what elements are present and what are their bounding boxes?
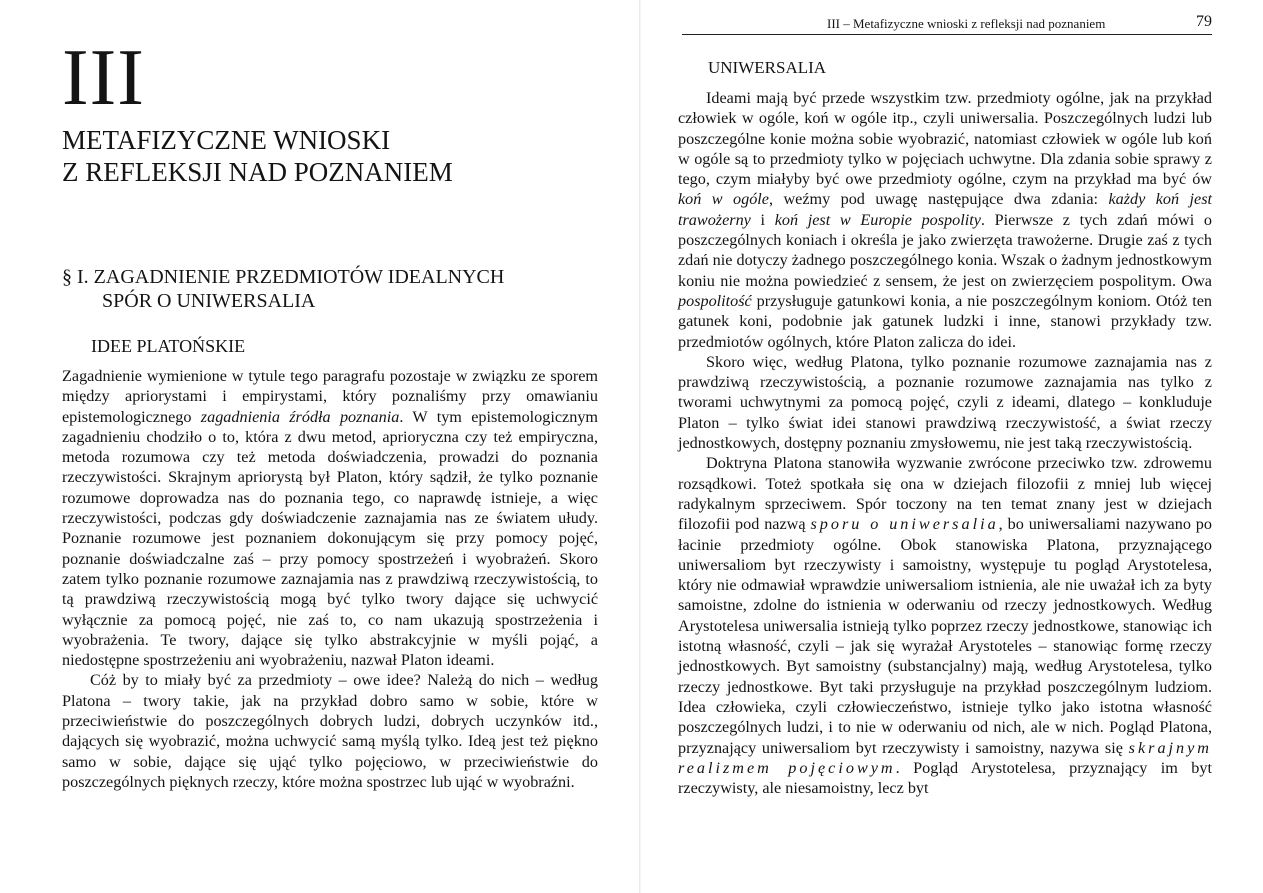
text-run: Zagadnienie wymienione w tytule tego paragrafu pozostaje w związku ze sporem między apriorystami i empirystami, który poznaliśmy przy omawianiu epistemologicznego [62, 367, 598, 426]
chapter-title-line-1: METAFIZYCZNE WNIOSKI [62, 125, 391, 155]
paragraph: Cóż by to miały być za przedmioty – owe idee? Należą do nich – według Platona – twory takie, jak na przykład dobro samo w sobie, które w przeciwieństwie do poszczególnych dobrych ludzi, dobrych uczynków itd., dających się wyobrazić, można uchwycić samą myślą tylko. Ideą jest też piękno samo w sobie, dające się ująć tylko pojęciowo, w przeciwieństwie do poszczególnych pięknych rzeczy, które można spostrzec lub ująć w wyobraźni. [62, 671, 598, 791]
right-page [640, 0, 1263, 893]
chapter-title-line-2: Z REFLEKSJI NAD POZNANIEM [62, 157, 453, 187]
page-number: 79 [1196, 13, 1212, 30]
spaced-emphasis: skrajnym realizmem pojęciowym [678, 738, 1212, 777]
emphasis: koń w ogóle [678, 190, 769, 209]
text-run: , bo uniwersaliami nazywano po łacinie przedmioty ogólne. Obok stanowiska Platona, przyznającego uniwersaliom byt rzeczywisty i samoistny, występuje tu pogląd Arystotelesa, który nie odmawiał wprawdzie uniwersaliom istnienia, ale nie uważał ich za byty samoistne, zdolne do istnienia w oderwaniu od rzeczy jednostkowych. Według Arystotelesa uniwersalia istnieją tylko poprzez rzeczy jednostkowe, stanowiąc ich istotną własność, czyli – jak się wyrażał Arystoteles – stanowiąc formę rzeczy jednostkowych. Byt samoistny (substancjalny) mają, według Arystotelesa, tylko rzeczy jednostkowe. Byt taki przysługuje na przykład poszczególnym ludziom. Idea człowieka, czyli człowieczeństwo, istnieje tylko jako istotna własność poszczególnych ludzi, i to nie w oderwaniu od nich, ale w nich. Pogląd Platona, przyznający uniwersaliom byt rzeczywisty i samoistny, nazywa się [678, 515, 1212, 757]
emphasis: zagadnienia źródła poznania [200, 407, 400, 426]
subheading-uniwersalia: UNIWERSALIA [708, 58, 827, 77]
paragraph [678, 88, 1212, 352]
section-heading [62, 265, 504, 313]
section-heading-line-2: SPÓR O UNIWERSALIA [102, 290, 316, 312]
text-run: , weźmy pod uwagę następujące dwa zdania: [768, 190, 1109, 209]
text-run: i [750, 210, 775, 229]
right-body-text [678, 88, 1212, 798]
subheading-idee-platonskie: IDEE PLATOŃSKIE [91, 336, 246, 356]
running-header-title: III – Metafizyczne wnioski z refleksji nad poznaniem [827, 16, 1106, 31]
text-run: Doktryna Platona stanowiła wyzwanie zwrócone przeciwko tzw. zdrowemu rozsądkowi. Toteż spotkała się ona w dziejach filozofii z mniej lub więcej radykalnym sprzeciwem. Spór toczony na ten temat znany jest w dziejach filozofii pod nazwą [678, 454, 1212, 534]
text-run: . Pogląd Arystotelesa, przyznający im byt rzeczywisty, ale niesamoistny, lecz byt [678, 758, 1212, 798]
emphasis: każdy koń jest trawożerny [678, 190, 1212, 229]
emphasis: koń jest w Europie pospolity [774, 210, 981, 229]
section-heading-line-1: § I. ZAGADNIENIE PRZEDMIOTÓW IDEALNYCH [62, 266, 505, 288]
left-body-text [62, 366, 598, 792]
text-run: przysługuje gatunkowi konia, a nie poszczególnym koniom. Otóż ten gatunek koni, podobnie jak gatunek ludzki i inne, stanowi przykłady tzw. przedmiotów ogólnych, które Platon zalicza do idei. [678, 291, 1212, 351]
paragraph [62, 366, 598, 670]
text-run: Ideami mają być przede wszystkim tzw. przedmioty ogólne, jak na przykład człowiek w ogóle, koń w ogóle itp., czyli uniwersalia. Poszczególnych ludzi lub poszczególne konie można sobie wyobrazić, natomiast człowiek w ogóle lub koń w ogóle są to przedmioty tylko w pojęciach uchwytne. Dla zdania sobie sprawy z tego, czym miałyby być owe przedmioty ogólne, czym na przykład ma być ów [678, 89, 1212, 189]
text-run: . Pierwsze z tych zdań mówi o poszczególnych koniach i określa je jako zwierzęta trawożerne. Drugie zaś z tych zdań nie dotyczy żadnego poszczególnego konia. Wszak o żadnym jednostkowym koniu nie można powiedzieć z sensem, że jest on zwierzęciem pospolitym. Owa [678, 210, 1212, 290]
paragraph: Skoro więc, według Platona, tylko poznanie rozumowe zaznajamia nas z prawdziwą rzeczywistością, a poznanie rozumowe zaznajamia nas tylko z tworami uchwytnymi za pomocą pojęć, czyli z ideami, dlatego – konkluduje Platon – tylko świat idei stanowi prawdziwą rzeczywistość, a świat rzeczy jednostkowych, dostępny poznaniu zmysłowemu, nie jest taką rzeczywistością. [678, 352, 1212, 453]
text-run: . W tym epistemologicznym zagadnieniu chodziło o to, która z dwu metod, aprioryczna czy też empiryczna, metoda rozumowa czy też metoda doświadczenia, prowadzi do poznania rzeczywistości. Skrajnym apriorystą był Platon, który sądził, że tylko poznanie rozumowe doprowadza nas do poznania tego, co naprawdę istnieje, a więc rzeczywistości, podczas gdy doświadczenie zaznajamia nas ze światem ułudy. Poznanie rozumowe jest poznaniem dokonującym się przy pomocy pojęć, poznanie doświadczalne zaś – przy pomocy spostrzeżeń i wyobrażeń. Skoro zatem tylko poznanie rozumowe zaznajamia nas z prawdziwą rzeczywistością, to tą prawdziwą rzeczywistością mogą być tylko twory dające się uchwycić wyłącznie za pomocą pojęć, nie zaś to, co nam ukazują spostrzeżenia i wyobrażenia. Te twory, dające się tylko abstrakcyjnie w myśli pojąć, a niedostępne spostrzeżeniu ani wyobrażeniu, nazwał Platon ideami. [62, 407, 599, 670]
chapter-title [62, 124, 453, 188]
paragraph [678, 453, 1212, 798]
running-header [682, 10, 1212, 35]
spaced-emphasis: sporu o uniwersalia [810, 515, 999, 534]
chapter-number: III [62, 34, 145, 122]
emphasis: pospolitość [678, 291, 752, 310]
